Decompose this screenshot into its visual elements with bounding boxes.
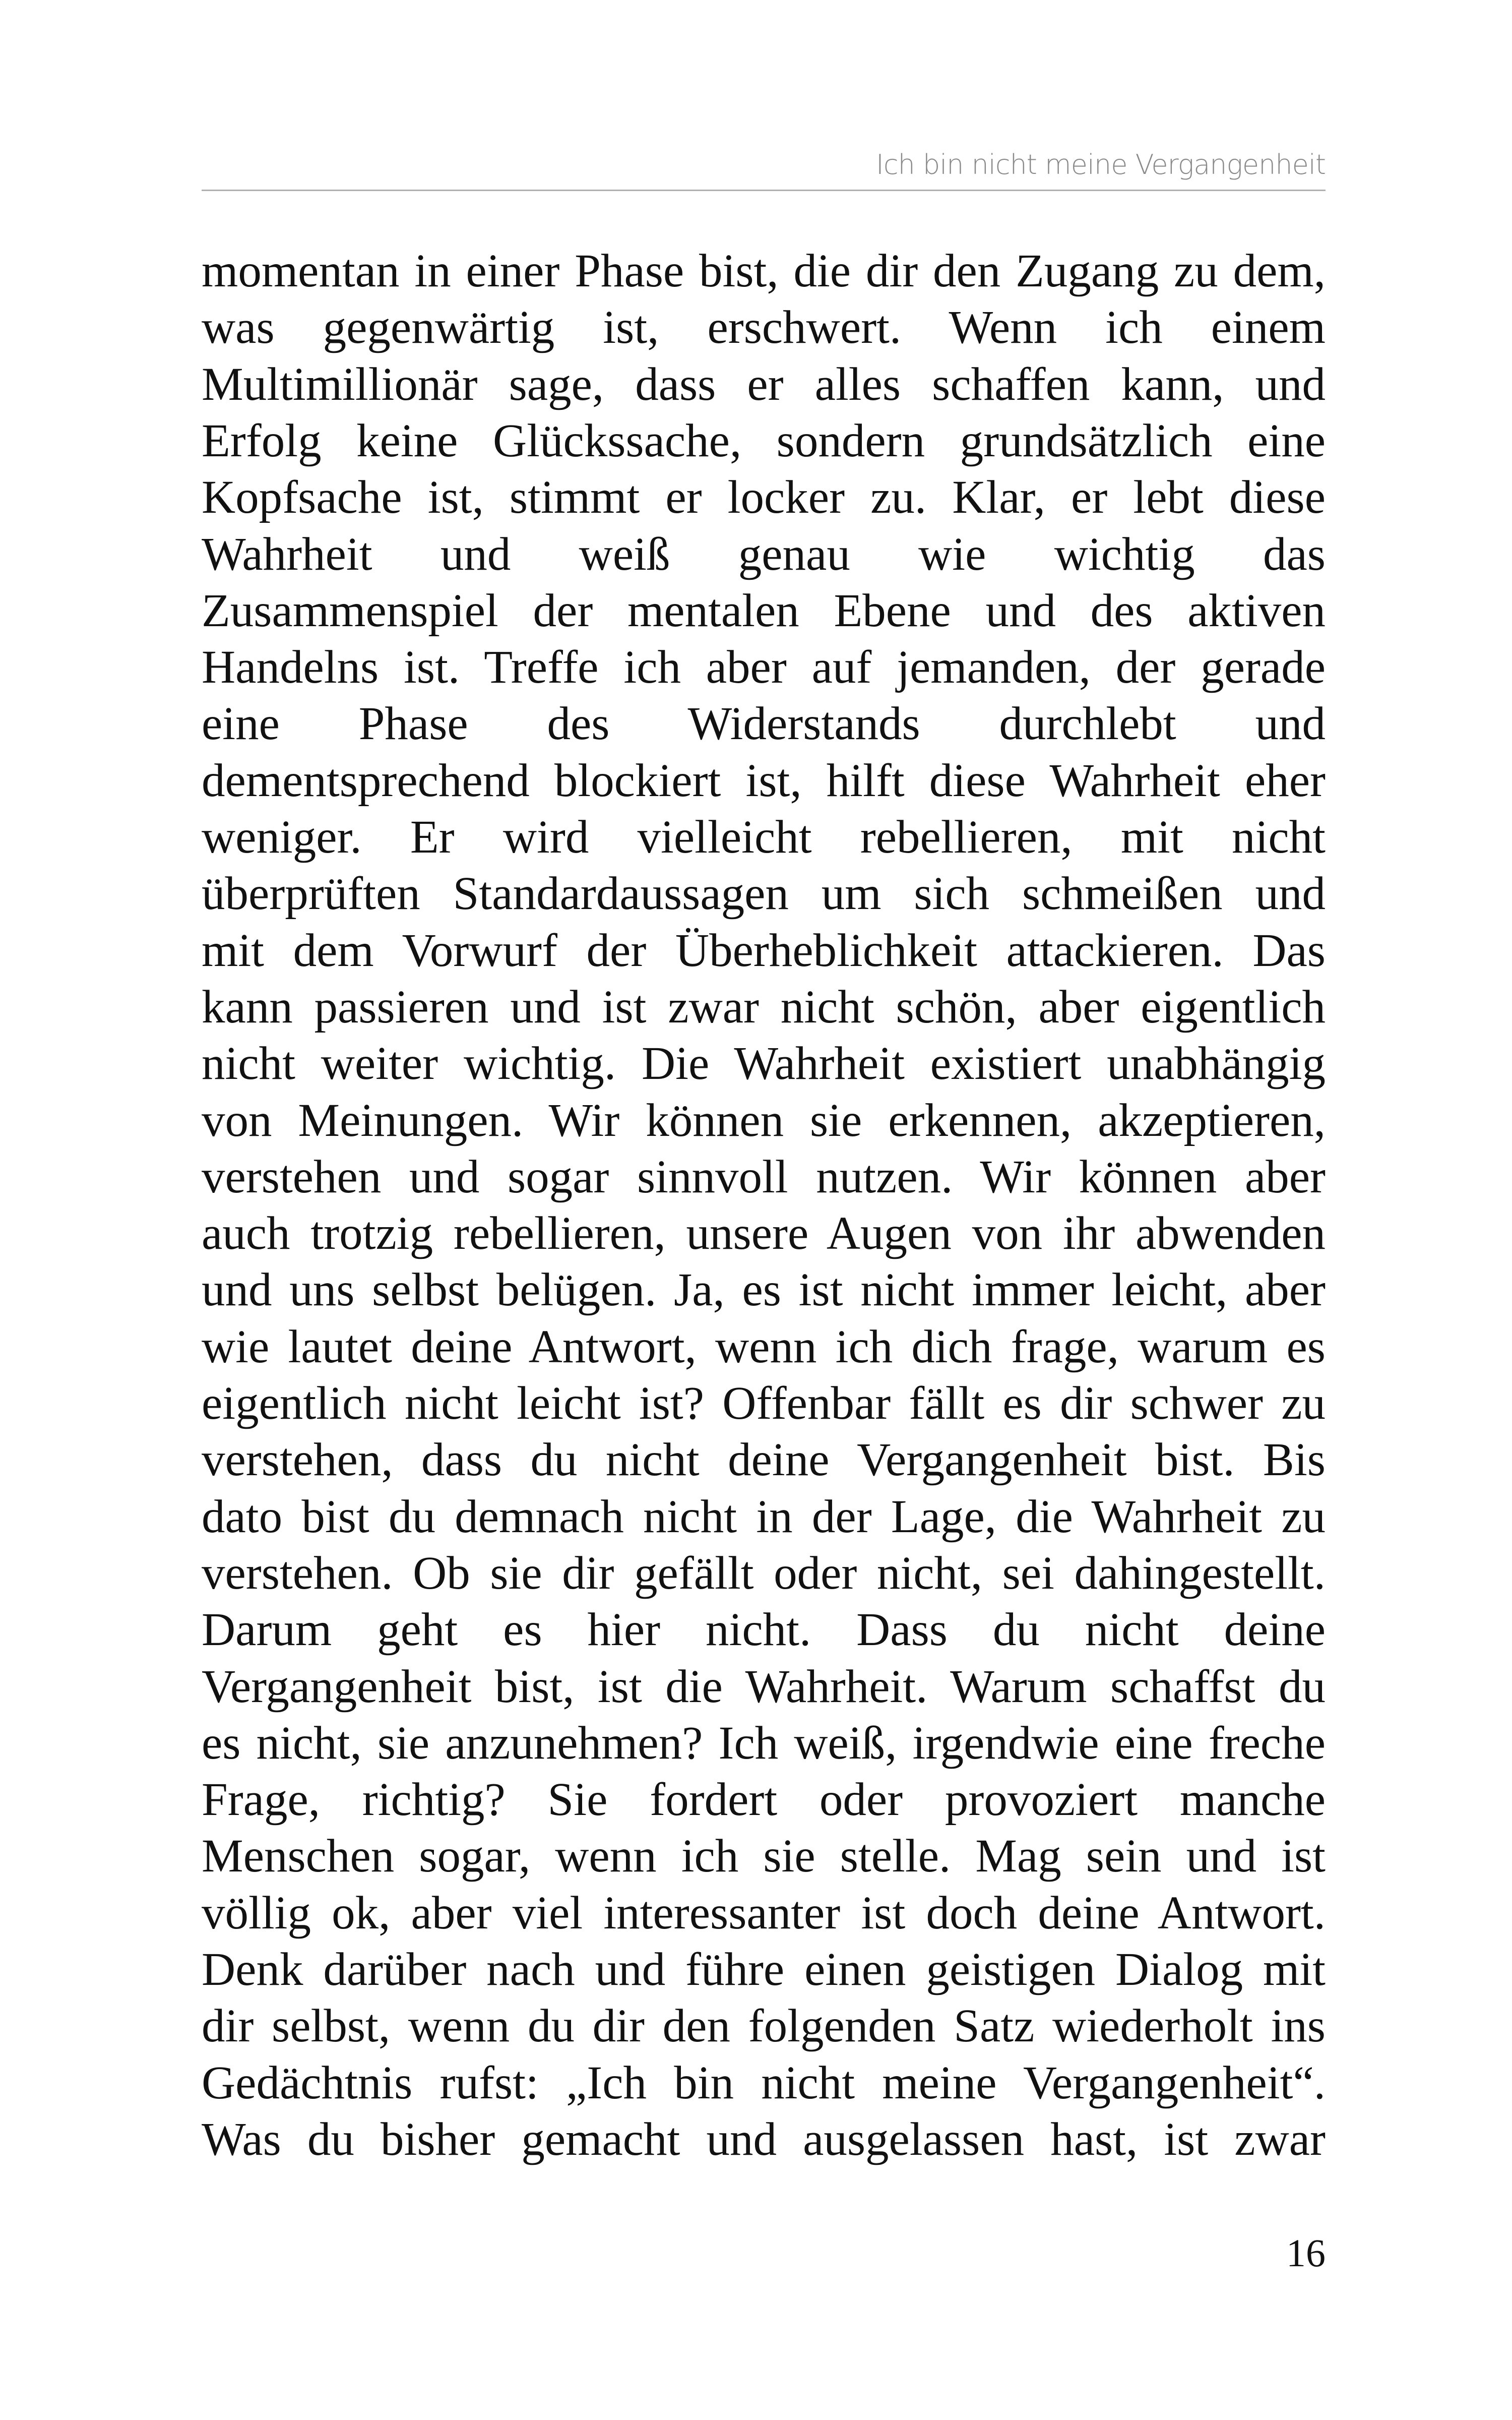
- text-line: was gegenwärtig ist, erschwert. Wenn ich einem: [202, 301, 1326, 353]
- text-line: weniger. Er wird vielleicht rebellieren, mit nicht: [202, 811, 1326, 863]
- text-line: Handelns ist. Treffe ich aber auf jemanden, der gerade: [202, 641, 1326, 693]
- text-line: verstehen und sogar sinnvoll nutzen. Wir können aber: [202, 1151, 1326, 1203]
- text-line: überprüften Standardaussagen um sich schmeißen und: [202, 868, 1326, 920]
- text-line: Vergangenheit bist, ist die Wahrheit. Warum schaffst du: [202, 1661, 1326, 1713]
- text-line: und uns selbst belügen. Ja, es ist nicht immer leicht, aber: [202, 1264, 1326, 1316]
- text-line: wie lautet deine Antwort, wenn ich dich frage, warum es: [202, 1321, 1326, 1373]
- text-line: Multimillionär sage, dass er alles schaffen kann, und: [202, 358, 1326, 410]
- text-line: mit dem Vorwurf der Überheblichkeit attackieren. Das: [202, 925, 1326, 977]
- text-line: Gedächtnis rufst: „Ich bin nicht meine Vergangenheit“.: [202, 2057, 1326, 2109]
- header-rule: [202, 190, 1326, 191]
- text-line: auch trotzig rebellieren, unsere Augen von ihr abwenden: [202, 1207, 1326, 1259]
- text-line: Zusammenspiel der mentalen Ebene und des aktiven: [202, 585, 1326, 637]
- text-line: Darum geht es hier nicht. Dass du nicht deine: [202, 1604, 1326, 1656]
- text-line: eigentlich nicht leicht ist? Offenbar fällt es dir schwer zu: [202, 1377, 1326, 1429]
- text-line: nicht weiter wichtig. Die Wahrheit existiert unabhängig: [202, 1038, 1326, 1090]
- text-line: dir selbst, wenn du dir den folgenden Satz wiederholt ins: [202, 2000, 1326, 2052]
- text-line: dato bist du demnach nicht in der Lage, die Wahrheit zu: [202, 1491, 1326, 1543]
- text-line: Erfolg keine Glückssache, sondern grundsätzlich eine: [202, 415, 1326, 467]
- text-line: Denk darüber nach und führe einen geistigen Dialog mit: [202, 1944, 1326, 1995]
- text-line: völlig ok, aber viel interessanter ist doch deine Antwort.: [202, 1887, 1326, 1939]
- running-header: Ich bin nicht meine Vergangenheit: [875, 149, 1326, 180]
- text-line: kann passieren und ist zwar nicht schön, aber eigentlich: [202, 981, 1326, 1033]
- text-line: dementsprechend blockiert ist, hilft diese Wahrheit eher: [202, 755, 1326, 807]
- text-line: Frage, richtig? Sie fordert oder provoziert manche: [202, 1774, 1326, 1826]
- text-line: verstehen. Ob sie dir gefällt oder nicht, sei dahingestellt.: [202, 1547, 1326, 1599]
- text-line: Wahrheit und weiß genau wie wichtig das: [202, 528, 1326, 580]
- text-line: es nicht, sie anzunehmen? Ich weiß, irgendwie eine freche: [202, 1717, 1326, 1769]
- text-line: von Meinungen. Wir können sie erkennen, akzeptieren,: [202, 1095, 1326, 1146]
- text-line: Was du bisher gemacht und ausgelassen hast, ist zwar: [202, 2113, 1326, 2165]
- text-line: verstehen, dass du nicht deine Vergangenheit bist. Bis: [202, 1434, 1326, 1486]
- text-line: momentan in einer Phase bist, die dir den Zugang zu dem,: [202, 245, 1326, 297]
- page-number: 16: [1286, 2231, 1326, 2275]
- text-line: Kopfsache ist, stimmt er locker zu. Klar, er lebt diese: [202, 471, 1326, 523]
- text-line: eine Phase des Widerstands durchlebt und: [202, 698, 1326, 750]
- text-line: Menschen sogar, wenn ich sie stelle. Mag sein und ist: [202, 1830, 1326, 1882]
